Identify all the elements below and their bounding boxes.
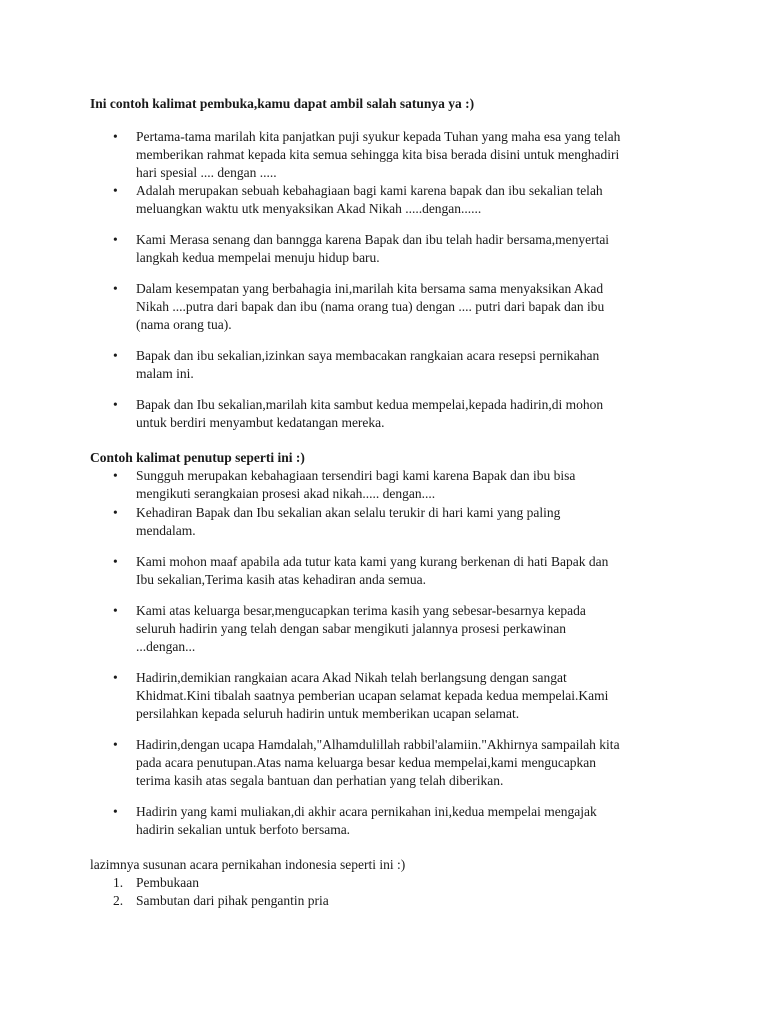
agenda-intro: lazimnya susunan acara pernikahan indonesia seperti ini :): [90, 857, 406, 872]
opening-item-3-line-2: langkah kedua mempelai menuju hidup baru.: [136, 250, 380, 265]
bullet-icon: •: [113, 468, 118, 483]
closing-item-3-line-2: Ibu sekalian,Terima kasih atas kehadiran anda semua.: [136, 572, 426, 587]
closing-item-1: [136, 467, 696, 503]
bullet-icon: •: [113, 183, 118, 198]
opening-item-2: [136, 182, 696, 218]
opening-section-heading: Ini contoh kalimat pembuka,kamu dapat ambil salah satunya ya :): [90, 96, 475, 111]
closing-item-5: [136, 669, 696, 723]
opening-item-5-line-1: Bapak dan ibu sekalian,izinkan saya membacakan rangkaian acara resepsi pernikahan: [136, 348, 600, 363]
closing-item-3-line-1: Kami mohon maaf apabila ada tutur kata kami yang kurang berkenan di hati Bapak dan: [136, 554, 609, 569]
closing-item-2-line-1: Kehadiran Bapak dan Ibu sekalian akan selalu terukir di hari kami yang paling: [136, 505, 561, 520]
agenda-item-2: [136, 892, 696, 910]
opening-item-1-line-3: hari spesial .... dengan .....: [136, 165, 277, 180]
opening-item-4-line-3: (nama orang tua).: [136, 317, 232, 332]
opening-item-6-line-1: Bapak dan Ibu sekalian,marilah kita sambut kedua mempelai,kepada hadirin,di mohon: [136, 397, 604, 412]
bullet-icon: •: [113, 737, 118, 752]
opening-item-2-line-2: meluangkan waktu utk menyaksikan Akad Nikah .....dengan......: [136, 201, 482, 216]
opening-item-3: [136, 231, 696, 267]
bullet-icon: •: [113, 505, 118, 520]
bullet-icon: •: [113, 232, 118, 247]
opening-item-6-line-2: untuk berdiri menyambut kedatangan mereka.: [136, 415, 385, 430]
closing-item-4-line-3: ...dengan...: [136, 639, 196, 654]
bullet-icon: •: [113, 397, 118, 412]
bullet-icon: •: [113, 348, 118, 363]
agenda-item-2-number: 2.: [113, 893, 124, 908]
closing-item-6-line-2: pada acara penutupan.Atas nama keluarga besar kedua mempelai,kami mengucapkan: [136, 755, 597, 770]
agenda-item-2-text: Sambutan dari pihak pengantin pria: [136, 893, 329, 908]
closing-item-3: [136, 553, 696, 589]
bullet-icon: •: [113, 554, 118, 569]
bullet-icon: •: [113, 129, 118, 144]
closing-item-1-line-1: Sungguh merupakan kebahagiaan tersendiri bagi kami karena Bapak dan ibu bisa: [136, 468, 576, 483]
opening-item-5: [136, 347, 696, 383]
closing-item-5-line-3: persilahkan kepada seluruh hadirin untuk memberikan ucapan selamat.: [136, 706, 520, 721]
opening-item-2-line-1: Adalah merupakan sebuah kebahagiaan bagi kami karena bapak dan ibu sekalian telah: [136, 183, 603, 198]
closing-item-7: [136, 803, 696, 839]
bullet-icon: •: [113, 281, 118, 296]
closing-item-1-line-2: mengikuti serangkaian prosesi akad nikah..... dengan....: [136, 486, 436, 501]
opening-item-3-line-1: Kami Merasa senang dan banngga karena Bapak dan ibu telah hadir bersama,menyertai: [136, 232, 610, 247]
closing-item-4: [136, 602, 696, 656]
closing-item-5-line-1: Hadirin,demikian rangkaian acara Akad Nikah telah berlangsung dengan sangat: [136, 670, 567, 685]
agenda-item-1: [136, 874, 696, 892]
bullet-icon: •: [113, 804, 118, 819]
opening-item-4-line-1: Dalam kesempatan yang berbahagia ini,marilah kita bersama sama menyaksikan Akad: [136, 281, 604, 296]
agenda-item-1-text: Pembukaan: [136, 875, 199, 890]
opening-item-5-line-2: malam ini.: [136, 366, 194, 381]
closing-item-6: [136, 736, 696, 790]
closing-item-7-line-1: Hadirin yang kami muliakan,di akhir acara pernikahan ini,kedua mempelai mengajak: [136, 804, 597, 819]
opening-item-4-line-2: Nikah ....putra dari bapak dan ibu (nama orang tua) dengan .... putri dari bapak dan ibu: [136, 299, 605, 314]
bullet-icon: •: [113, 670, 118, 685]
opening-item-4: [136, 280, 696, 334]
closing-item-2: [136, 504, 696, 540]
agenda-item-1-number: 1.: [113, 875, 124, 890]
opening-item-1-line-1: Pertama-tama marilah kita panjatkan puji syukur kepada Tuhan yang maha esa yang telah: [136, 129, 621, 144]
opening-item-6: [136, 396, 696, 432]
opening-item-1: [136, 128, 696, 182]
closing-item-4-line-2: seluruh hadirin yang telah dengan sabar mengikuti jalannya prosesi perkawinan: [136, 621, 566, 636]
closing-item-6-line-3: terima kasih atas segala bantuan dan perhatian yang telah diberikan.: [136, 773, 504, 788]
closing-item-7-line-2: hadirin sekalian untuk berfoto bersama.: [136, 822, 351, 837]
bullet-icon: •: [113, 603, 118, 618]
closing-item-6-line-1: Hadirin,dengan ucapa Hamdalah,"Alhamdulillah rabbil'alamiin."Akhirnya sampailah kita: [136, 737, 620, 752]
closing-item-5-line-2: Khidmat.Kini tibalah saatnya pemberian ucapan selamat kepada kedua mempelai.Kami: [136, 688, 609, 703]
closing-item-2-line-2: mendalam.: [136, 523, 196, 538]
closing-item-4-line-1: Kami atas keluarga besar,mengucapkan terima kasih yang sebesar-besarnya kepada: [136, 603, 586, 618]
closing-section-heading: Contoh kalimat penutup seperti ini :): [90, 450, 305, 465]
opening-item-1-line-2: memberikan rahmat kepada kita semua sehingga kita bisa berada disini untuk menghadiri: [136, 147, 620, 162]
